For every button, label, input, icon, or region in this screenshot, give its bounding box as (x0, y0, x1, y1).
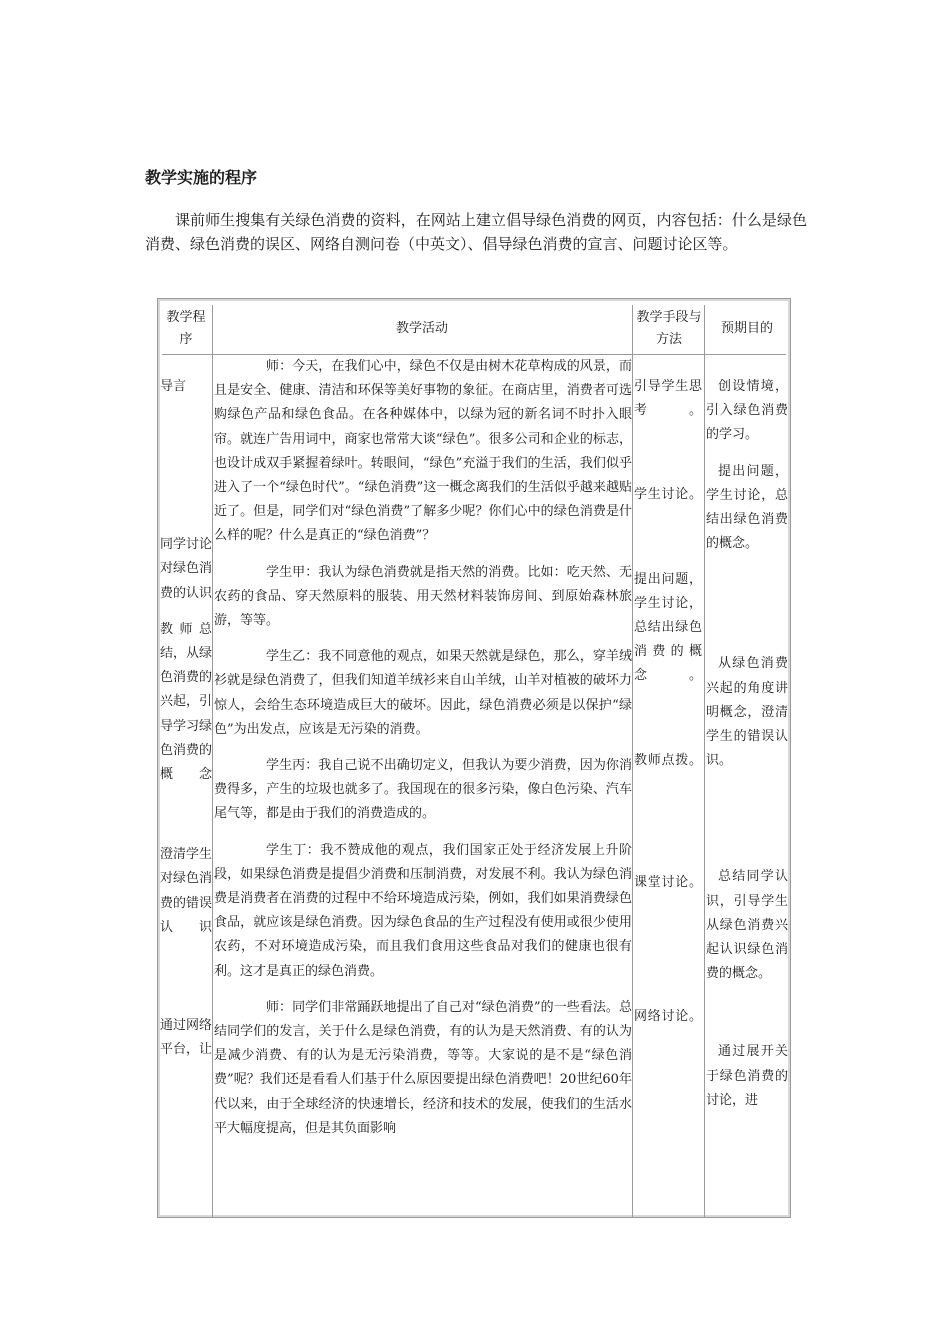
method-cell: 引导学生思考。 (634, 379, 702, 419)
column-divider (632, 305, 633, 1217)
header-procedure: 教学程序 (166, 310, 206, 347)
goal-cell: 通过展开关于绿色消费的讨论，进 (706, 1044, 788, 1108)
method-cell: 教师点拨。 (634, 752, 702, 768)
method-cell: 网络讨论。 (634, 1009, 702, 1025)
column-divider (704, 305, 705, 1217)
header-goal: 预期目的 (720, 321, 773, 336)
section-title: 教学实施的程序 (145, 168, 258, 187)
header-method: 教学手段与方法 (636, 310, 702, 347)
procedure-cell: 同学讨论对绿色消费的认识 (160, 537, 213, 601)
activity-paragraph: 师：同学们非常踊跃地提出了自己对“绿色消费”的一些看法。总结同学们的发言，关于什么是绿色消费，有的认为是天然消费、有的认为是减少消费、有的认为是无污染消费，等等。大家说的是不是“绿色消费”呢？我们还是看看人们基于什么原因要提出绿色消费吧！20世纪60年代以来，由于全球经济的快速增长，经济和技术的发展，使我们的生活水平大幅度提高，但是其负面影响 (214, 999, 632, 1136)
procedure-cell: 导言 (160, 379, 187, 394)
lesson-table (157, 298, 791, 1218)
header-activity: 教学活动 (395, 321, 448, 336)
method-column (634, 355, 702, 1029)
goal-cell: 提出问题，学生讨论，总结出绿色消费的概念。 (706, 463, 788, 552)
activity-column (214, 355, 632, 1141)
intro-paragraph: 课前师生搜集有关绿色消费的资料，在网站上建立倡导绿色消费的网页，内容包括：什么是绿色消费、绿色消费的误区、网络自测问卷（中英文）、倡导绿色消费的宣言、问题讨论区等。 (145, 211, 807, 253)
activity-paragraph: 学生乙：我不同意他的观点，如果天然就是绿色，那么，穿羊绒衫就是绿色消费了，但我们知道羊绒衫来自山羊绒，山羊对植被的破坏力惊人，会给生态环境造成巨大的破坏。因此，绿色消费必须是以保护“绿色”为出发点，应该是无污染的消费。 (214, 649, 632, 737)
goal-cell: 创设情境，引入绿色消费的学习。 (706, 379, 788, 443)
column-divider (212, 305, 213, 1217)
activity-paragraph: 学生丙：我自己说不出确切定义，但我认为要少消费，因为你消费得多，产生的垃圾也就多了。我国现在的很多污染，像白色污染、汽车尾气等，都是由于我们的消费造成的。 (214, 758, 632, 822)
goal-column (706, 355, 788, 1113)
activity-paragraph: 师：今天，在我们心中，绿色不仅是由树木花草构成的风景，而且是安全、健康、清洁和环保等美好事物的象征。在商店里，消费者可选购绿色产品和绿色食品。在各种媒体中，以绿为冠的新名词不时扑入眼帘。就连广告用词中，商家也常常大谈“绿色”。很多公司和企业的标志，也设计成双手紧握着绿叶。转眼间，“绿色”充溢于我们的生活，我们似乎进入了一个“绿色时代”。“绿色消费”这一概念离我们的生活似乎越来越贴近了。但是，同学们对“绿色消费”了解多少呢？你们心中的绿色消费是什么样的呢？什么是真正的“绿色消费”？ (214, 359, 632, 544)
method-cell: 课堂讨论。 (634, 874, 702, 890)
goal-cell: 总结同学认识，引导学生从绿色消费兴起认识绿色消费的概念。 (706, 869, 788, 982)
method-cell: 提出问题，学生讨论，总结出绿色消费的概念。 (634, 571, 702, 684)
procedure-cell: 通过网络平台，让 (160, 1018, 213, 1058)
procedure-column (160, 355, 212, 1062)
activity-paragraph: 学生丁：我不赞成他的观点，我们国家正处于经济发展上升阶段，如果绿色消费是提倡少消费和压制消费，对发展不利。我认为绿色消费是消费者在消费的过程中不给环境造成污染，例如，我们如果消费绿色食品，就应该是绿色消费。因为绿色食品的生产过程没有使用或很少使用农药，不对环境造成污染，而且我们食用这些食品对我们的健康也很有利。这才是真正的绿色消费。 (214, 842, 632, 979)
activity-paragraph: 学生甲：我认为绿色消费就是指天然的消费。比如：吃天然、无农药的食品、穿天然原料的服装、用天然材料装饰房间、到原始森林旅游，等等。 (214, 564, 632, 629)
procedure-cell: 教师总结，从绿色消费的兴起，引导学习绿色消费的概念 (160, 621, 213, 783)
method-cell: 学生讨论。 (634, 487, 702, 503)
procedure-cell: 澄清学生对绿色消费的错误认识 (160, 847, 213, 935)
goal-cell: 从绿色消费兴起的角度讲明概念，澄清学生的错误认识。 (706, 656, 788, 769)
